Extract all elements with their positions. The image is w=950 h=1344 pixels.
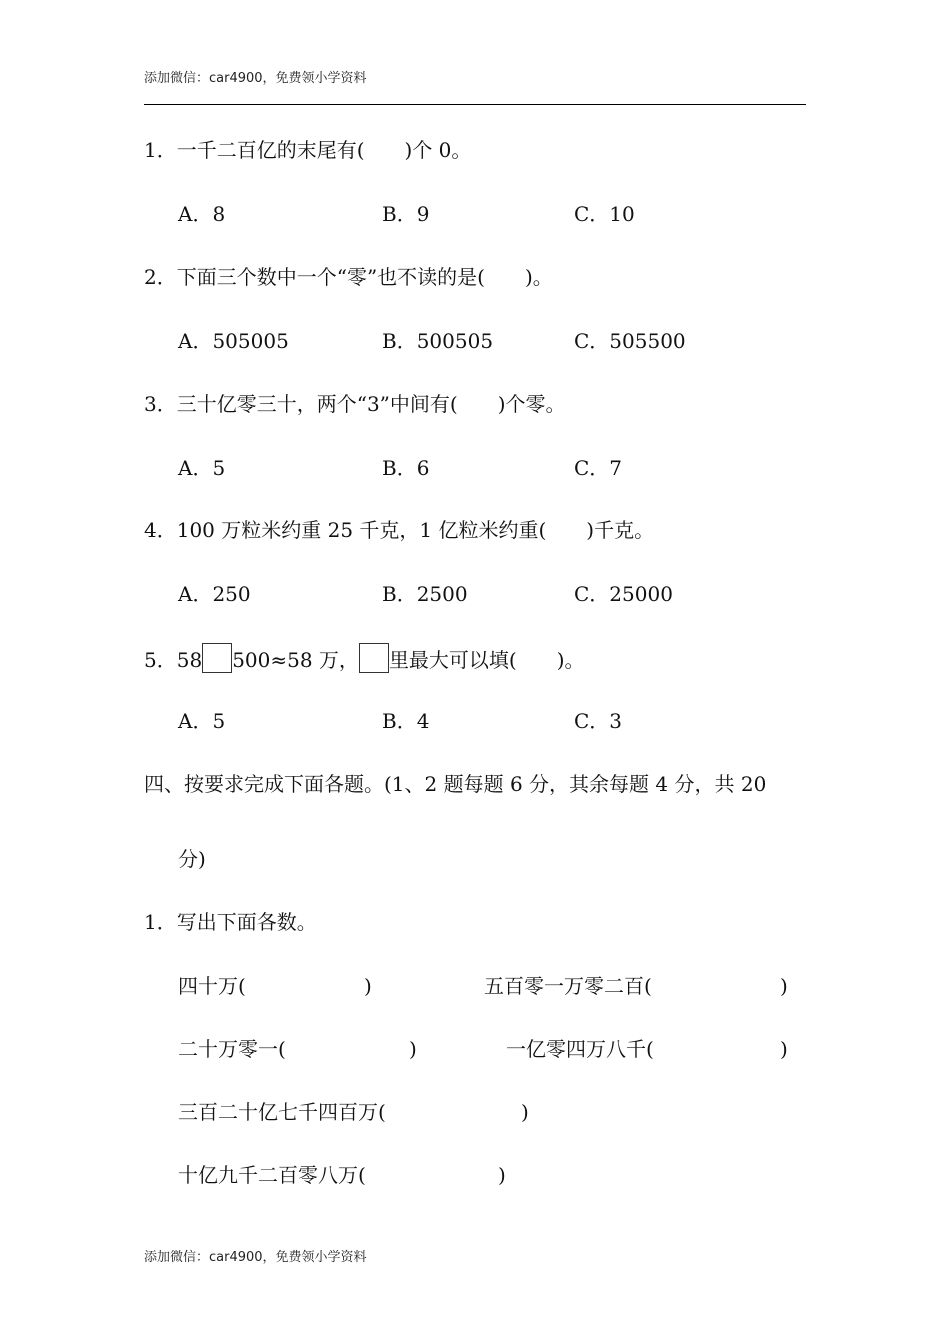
write-number-item-4-close: ) — [780, 1037, 788, 1061]
write-number-item-3-close: ) — [409, 1037, 417, 1061]
fill-box-1[interactable] — [202, 643, 232, 673]
write-number-item-2: 五百零一万零二百( — [484, 974, 652, 998]
question-1-option-b[interactable]: B．9 — [382, 202, 430, 226]
question-1-option-c[interactable]: C．10 — [574, 202, 635, 226]
question-5-option-a[interactable]: A．5 — [178, 709, 226, 733]
write-number-item-4: 一亿零四万八千( — [506, 1037, 654, 1061]
question-2-stem: 2．下面三个数中一个“零”也不读的是( )。 — [144, 265, 553, 289]
question-5-stem-part3: 里最大可以填( )。 — [388, 648, 585, 672]
question-5-option-c[interactable]: C．3 — [574, 709, 623, 733]
page-header: 添加微信：car4900，免费领小学资料 — [144, 71, 367, 86]
header-rule — [144, 104, 806, 105]
question-2-option-c[interactable]: C．505500 — [574, 329, 686, 353]
write-number-item-6: 十亿九千二百零八万( — [178, 1163, 366, 1187]
question-3-option-b[interactable]: B．6 — [382, 456, 430, 480]
question-5-stem-part2: 500≈58 万， — [232, 648, 359, 672]
question-5-stem — [144, 643, 585, 673]
question-3-option-c[interactable]: C．7 — [574, 456, 623, 480]
question-2-option-a[interactable]: A．505005 — [178, 329, 289, 353]
write-number-item-3: 二十万零一( — [178, 1037, 286, 1061]
write-number-item-1-close: ) — [364, 974, 372, 998]
question-1-option-a[interactable]: A．8 — [178, 202, 226, 226]
write-number-item-1: 四十万( — [178, 974, 246, 998]
question-3-option-a[interactable]: A．5 — [178, 456, 226, 480]
write-number-item-6-close: ) — [498, 1163, 506, 1187]
section-4-title-line1: 四、按要求完成下面各题。(1、2 题每题 6 分，其余每题 4 分，共 20 — [144, 772, 767, 796]
question-1-stem: 1．一千二百亿的末尾有( )个 0。 — [144, 138, 472, 162]
page-footer: 添加微信：car4900，免费领小学资料 — [144, 1250, 367, 1265]
question-4-option-a[interactable]: A．250 — [178, 582, 251, 606]
write-number-item-5-close: ) — [521, 1100, 529, 1124]
section-4-title-line2: 分) — [178, 847, 206, 871]
write-number-item-5: 三百二十亿七千四百万( — [178, 1100, 386, 1124]
fill-box-2[interactable] — [359, 643, 389, 673]
question-2-option-b[interactable]: B．500505 — [382, 329, 494, 353]
question-4-stem: 4．100 万粒米约重 25 千克，1 亿粒米约重( )千克。 — [144, 518, 655, 542]
question-4-option-b[interactable]: B．2500 — [382, 582, 468, 606]
question-4-option-c[interactable]: C．25000 — [574, 582, 673, 606]
question-5-option-b[interactable]: B．4 — [382, 709, 430, 733]
question-5-stem-part1: 5．58 — [144, 648, 203, 672]
question-3-stem: 3．三十亿零三十，两个“3”中间有( )个零。 — [144, 392, 566, 416]
write-number-item-2-close: ) — [780, 974, 788, 998]
section-4-q1-stem: 1．写出下面各数。 — [144, 910, 317, 934]
